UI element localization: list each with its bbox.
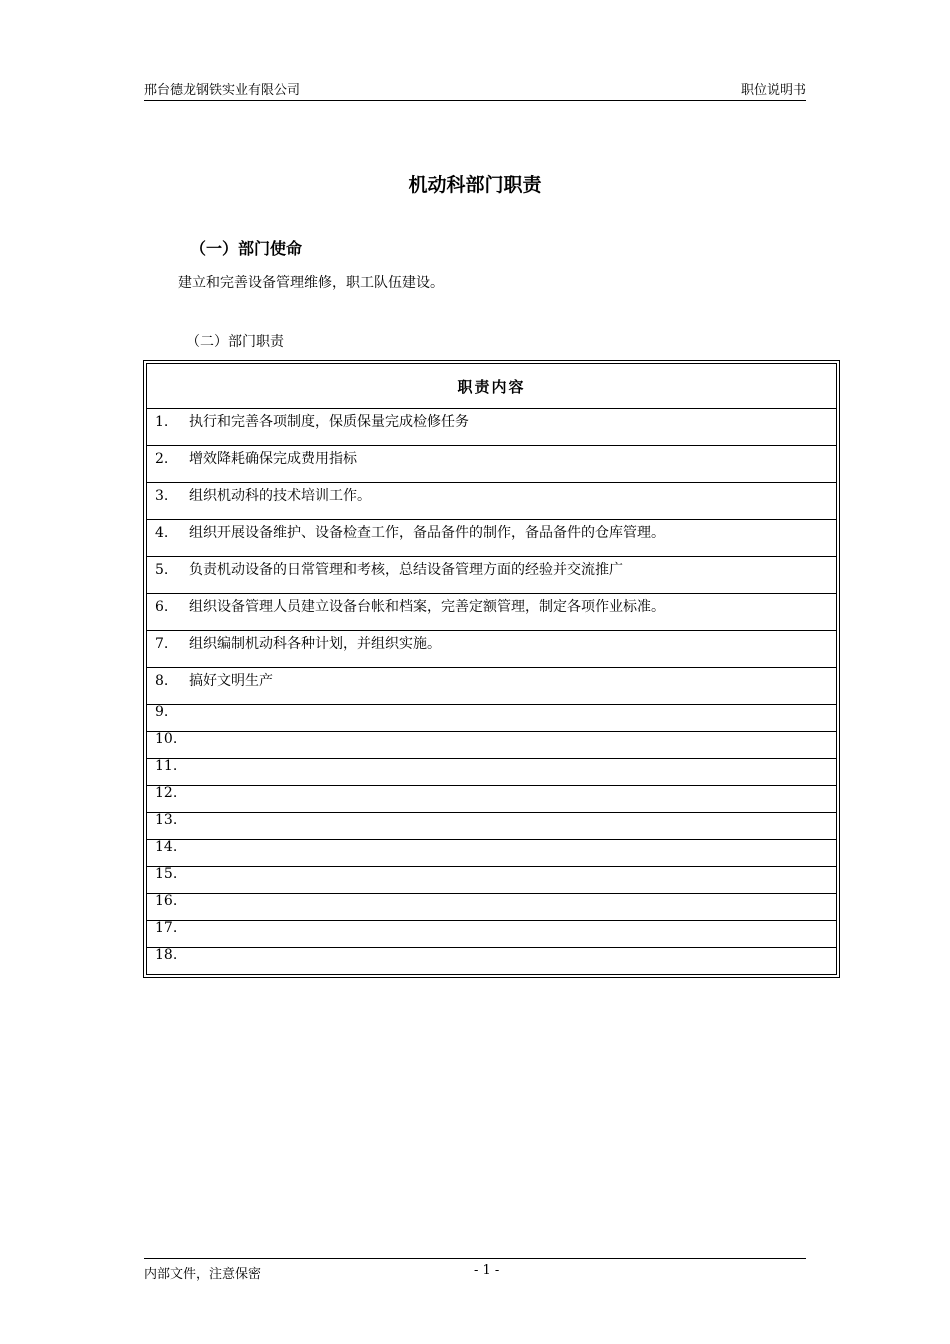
duty-cell [147, 668, 837, 705]
duty-cell [147, 840, 837, 867]
row-number: 18. [155, 947, 178, 963]
duty-cell [147, 705, 837, 732]
table-row [147, 921, 837, 948]
row-number: 16. [155, 893, 178, 909]
row-number: 6. [155, 599, 169, 615]
duty-text: 搞好文明生产 [189, 673, 273, 689]
duty-cell [147, 631, 837, 668]
duty-text: 负责机动设备的日常管理和考核，总结设备管理方面的经验并交流推广 [189, 562, 623, 578]
duty-cell [147, 921, 837, 948]
duty-cell [147, 483, 837, 520]
row-number: 11. [155, 758, 178, 774]
company-name: 邢台德龙钢铁实业有限公司 [144, 83, 301, 98]
duties-heading: （二）部门职责 [186, 334, 284, 350]
table-row [147, 786, 837, 813]
duty-cell [147, 759, 837, 786]
table-header: 职责内容 [147, 364, 837, 409]
duty-text: 组织编制机动科各种计划，并组织实施。 [189, 636, 441, 652]
table-row [147, 668, 837, 705]
table-row [147, 732, 837, 759]
row-number: 10. [155, 731, 178, 747]
table-row [147, 409, 837, 446]
table-row [147, 594, 837, 631]
duty-text: 组织设备管理人员建立设备台帐和档案，完善定额管理，制定各项作业标准。 [189, 599, 665, 615]
row-number: 7. [155, 636, 169, 652]
row-number: 4. [155, 525, 169, 541]
table-row [147, 483, 837, 520]
table-row [147, 705, 837, 732]
duty-cell [147, 520, 837, 557]
duty-cell [147, 594, 837, 631]
document-type: 职位说明书 [740, 83, 806, 98]
duty-cell [147, 557, 837, 594]
row-number: 14. [155, 839, 178, 855]
duty-text: 组织开展设备维护、设备检查工作，备品备件的制作，备品备件的仓库管理。 [189, 525, 665, 541]
duty-cell [147, 409, 837, 446]
duty-cell [147, 867, 837, 894]
table-row [147, 867, 837, 894]
table-row [147, 759, 837, 786]
duty-text: 组织机动科的技术培训工作。 [189, 488, 371, 504]
duty-cell [147, 948, 837, 975]
row-number: 1. [155, 414, 169, 430]
table-row [147, 840, 837, 867]
row-number: 5. [155, 562, 169, 578]
row-number: 13. [155, 812, 178, 828]
row-number: 9. [155, 704, 169, 720]
duty-cell [147, 786, 837, 813]
mission-text: 建立和完善设备管理维修，职工队伍建设。 [178, 275, 444, 291]
mission-heading: （一）部门使命 [190, 239, 303, 258]
table-row [147, 813, 837, 840]
page-title: 机动科部门职责 [408, 174, 542, 196]
confidential-note: 内部文件，注意保密 [144, 1267, 262, 1282]
page-footer [144, 1258, 806, 1282]
duty-cell [147, 446, 837, 483]
row-number: 15. [155, 866, 178, 882]
row-number: 17. [155, 920, 178, 936]
row-number: 8. [155, 673, 169, 689]
table-row [147, 557, 837, 594]
duties-table [143, 360, 840, 978]
page-number: - 1 - [474, 1263, 500, 1278]
row-number: 12. [155, 785, 178, 801]
row-number: 2. [155, 451, 169, 467]
table-row [147, 631, 837, 668]
page-header [144, 82, 806, 101]
duty-cell [147, 813, 837, 840]
row-number: 3. [155, 488, 169, 504]
duty-cell [147, 732, 837, 759]
table-row [147, 948, 837, 975]
duty-cell [147, 894, 837, 921]
duty-text: 执行和完善各项制度，保质保量完成检修任务 [189, 414, 469, 430]
duty-text: 增效降耗确保完成费用指标 [189, 451, 357, 467]
table-row [147, 894, 837, 921]
table-row [147, 520, 837, 557]
table-row [147, 446, 837, 483]
